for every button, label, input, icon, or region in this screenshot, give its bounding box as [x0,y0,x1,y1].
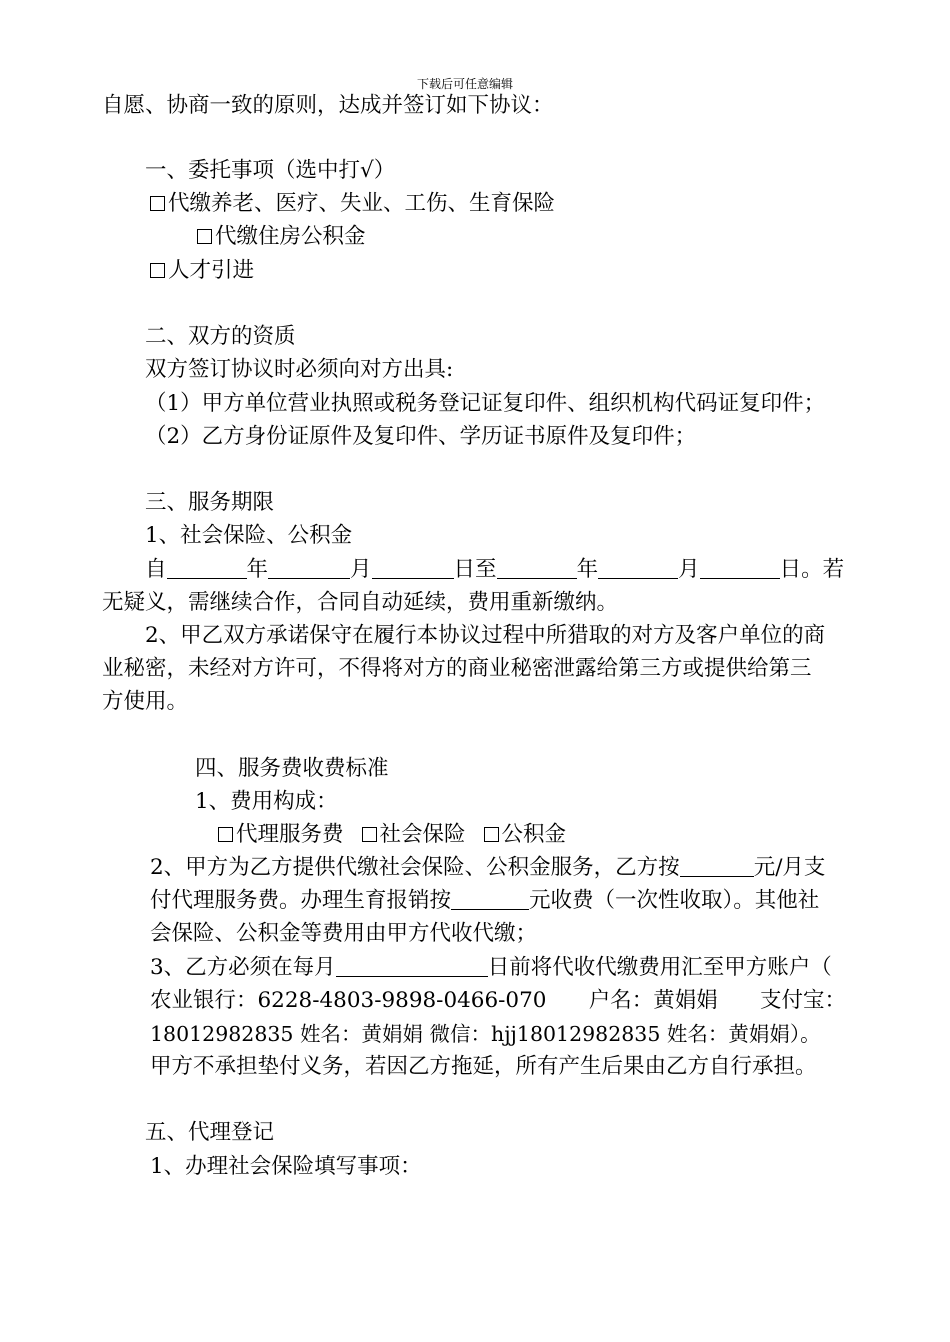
service-period-line [145,555,844,585]
section1-title: 一、委托事项（选中打√） [145,158,396,183]
checkbox-icon[interactable] [150,196,165,211]
fee-item3-line2 [150,986,846,1016]
checkbox-icon[interactable] [362,827,377,842]
end-year-blank[interactable] [497,556,577,579]
section4-sub1: 1、费用构成： [195,789,338,814]
section5-title: 五、代理登记 [145,1120,275,1145]
option-label: 代缴住房公积金 [215,224,366,249]
fee-item2-line2 [150,886,819,916]
date-word: 年 [576,557,599,582]
intro-line: 自愿、协商一致的原则，达成并签订如下协议： [102,93,554,118]
fee-options-row [218,820,566,850]
section2-title: 二、双方的资质 [145,324,296,349]
fee-option-social[interactable] [362,822,466,847]
start-day-blank[interactable] [372,556,454,579]
checkbox-icon[interactable] [218,827,233,842]
bank-account: 农业银行：6228-4803-9898-0466-070 [150,988,547,1013]
date-word: 自 [145,557,167,582]
confidentiality-line2: 业秘密，未经对方许可，不得将对方的商业秘密泄露给第三方或提供给第三 [102,656,812,681]
section3-sub1: 1、社会保险、公积金 [145,523,353,548]
text-span: 2、甲方为乙方提供代缴社会保险、公积金服务，乙方按 [150,855,680,880]
qualification-item-2: （2）乙方身份证原件及复印件、学历证书原件及复印件； [145,424,697,449]
service-period-line2: 无疑义，需继续合作，合同自动延续，费用重新缴纳。 [102,590,619,615]
fee-option-fund[interactable] [484,822,567,847]
text-span: 日前将代收代缴费用汇至甲方账户（ [487,955,832,980]
confidentiality-line1: 2、甲乙双方承诺保守在履行本协议过程中所猎取的对方及客户单位的商 [145,623,826,648]
qualification-item-1: （1）甲方单位营业执照或税务登记证复印件、组织机构代码证复印件； [145,391,826,416]
option-label: 公积金 [501,822,567,847]
fee-item2-line3: 会保险、公积金等费用由甲方代收代缴； [150,921,538,946]
option-label: 社会保险 [379,822,466,847]
section5-sub1: 1、办理社会保险填写事项： [150,1154,422,1179]
text-span: 元收费（一次性收取）。其他社 [529,888,820,913]
fee-item3-line3: 18012982835 姓名：黄娟娟 微信：hjj18012982835 姓名：黄娟娟）。 [150,1022,821,1046]
date-word: 日至 [453,557,497,582]
confidentiality-line3: 方使用。 [102,689,189,714]
checkbox-icon[interactable] [484,827,499,842]
monthly-fee-blank[interactable] [680,854,754,877]
date-word: 年 [246,557,269,582]
alipay-label: 支付宝： [759,988,846,1013]
checkbox-icon[interactable] [150,263,165,278]
text-span: 3、乙方必须在每月 [150,955,336,980]
end-month-blank[interactable] [598,556,678,579]
payment-day-blank[interactable] [336,954,488,977]
checkbox-icon[interactable] [197,229,212,244]
option-housing-fund[interactable] [197,222,366,252]
maternity-fee-blank[interactable] [451,887,529,910]
option-social-insurance[interactable] [150,189,555,219]
account-name: 户名：黄娟娟 [588,988,718,1013]
option-label: 代理服务费 [236,822,344,847]
fee-item3-line4: 甲方不承担垫付义务，若因乙方拖延，所有产生后果由乙方自行承担。 [150,1054,817,1079]
section2-intro: 双方签订协议时必须向对方出具: [145,357,454,382]
date-word: 月 [678,557,700,582]
section4-title: 四、服务费收费标准 [195,756,389,781]
start-year-blank[interactable] [167,556,247,579]
end-day-blank[interactable] [700,556,780,579]
section3-title: 三、服务期限 [145,490,275,515]
fee-item2-line1 [150,853,825,883]
option-label: 代缴养老、医疗、失业、工伤、生育保险 [168,191,556,216]
text-span: 元/月支 [753,855,826,880]
fee-option-service[interactable] [218,822,344,847]
date-word: 日。若 [779,557,845,582]
start-month-blank[interactable] [268,556,350,579]
date-word: 月 [350,557,372,582]
fee-item3-line1 [150,953,832,983]
text-span: 付代理服务费。办理生育报销按 [150,888,452,913]
watermark-text: 下载后可任意编辑 [417,77,514,91]
option-talent[interactable] [150,256,254,286]
option-label: 人才引进 [168,258,255,283]
